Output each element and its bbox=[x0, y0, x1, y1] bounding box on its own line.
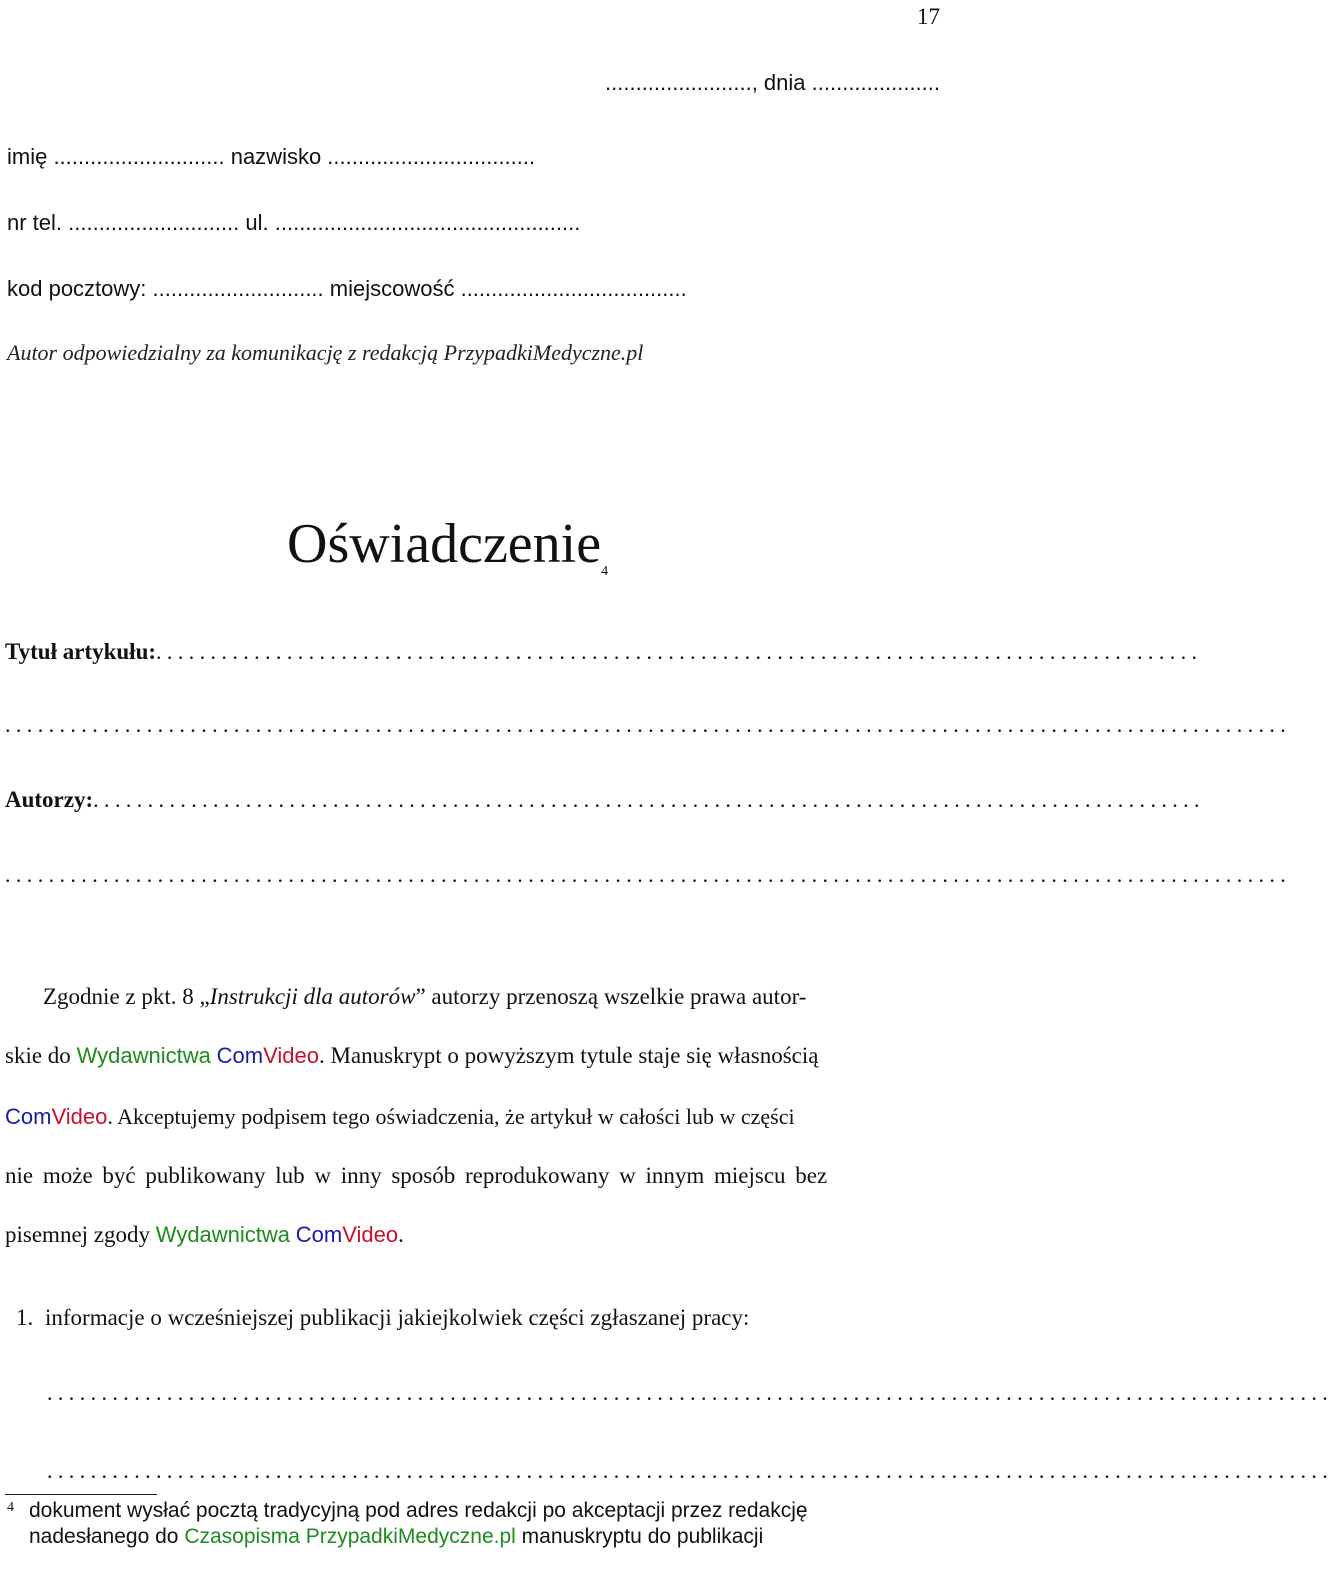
publisher-brand-2: ComVideo bbox=[295, 1222, 399, 1247]
footnote-mark: 4 bbox=[7, 1500, 14, 1515]
paragraph-line-1 bbox=[43, 984, 953, 1010]
footnote-line-2: nadesłanego do Czasopisma PrzypadkiMedyczne.pl manuskryptu do publikacji bbox=[29, 1525, 764, 1548]
paragraph-line-3: ComVideo. Akceptujemy podpisem tego oświadczenia, że artykuł w całości lub w części bbox=[5, 1104, 795, 1129]
document-title bbox=[287, 504, 608, 584]
paragraph-line-4: nie może być publikowany lub w inny sposób reprodukowany w innym miejscu bez bbox=[5, 1163, 828, 1188]
footnote bbox=[7, 1498, 952, 1550]
publisher-name: Wydawnictwa bbox=[76, 1043, 211, 1068]
footnote-separator bbox=[5, 1494, 157, 1495]
article-title-label: Tytuł artykułu: bbox=[5, 639, 157, 664]
list-item-dots-1: ...................................................................................................................... bbox=[47, 1380, 1333, 1405]
brand-comvideo: ComVideo bbox=[5, 1104, 108, 1129]
article-title-dots-line2: ...................................................................................................................... bbox=[5, 712, 1292, 737]
article-title-dots: ................................................................................................ bbox=[156, 639, 1203, 664]
title-footnote-mark: 4 bbox=[601, 564, 609, 579]
publisher-brand: ComVideo bbox=[216, 1043, 319, 1068]
document-title-text: Oświadczenie bbox=[287, 513, 602, 575]
name-surname-field: imię ............................ nazwisko .................................. bbox=[7, 144, 536, 169]
article-title-row bbox=[5, 639, 1203, 665]
paragraph-line-1-text: Zgodnie z pkt. 8 „Instrukcji dla autorów” autorzy przenoszą wszelkie prawa autor- bbox=[43, 984, 807, 1009]
page-number: 17 bbox=[917, 4, 940, 29]
authors-dots: ...................................................................................................... bbox=[93, 787, 1205, 812]
list-item-text: informacje o wcześniejszej publikacji jakiejkolwiek części zgłaszanej pracy: bbox=[45, 1305, 750, 1330]
date-line: ........................, dnia ..................... bbox=[605, 70, 940, 95]
authors-dots-line2: ...................................................................................................................... bbox=[5, 862, 1292, 887]
authors-label: Autorzy: bbox=[5, 787, 94, 812]
list-item-1 bbox=[16, 1305, 749, 1331]
postal-city-field: kod pocztowy: ............................ miejscowość ..................................... bbox=[7, 276, 687, 301]
instructions-title: Instrukcji dla autorów bbox=[209, 984, 416, 1009]
list-item-number: 1. bbox=[16, 1305, 34, 1330]
corresponding-author-note: Autor odpowiedzialny za komunikację z redakcją PrzypadkiMedyczne.pl bbox=[7, 340, 644, 365]
footnote-line-1: dokument wysłać pocztą tradycyjną pod adres redakcji po akceptacji przez redakcję bbox=[29, 1499, 808, 1522]
authors-row bbox=[5, 787, 1205, 813]
paragraph-line-2: skie do Wydawnictwa ComVideo. Manuskrypt o powyższym tytule staje się własnością bbox=[5, 1043, 819, 1068]
phone-street-field: nr tel. ............................ ul. .................................................. bbox=[7, 210, 581, 235]
publisher-name-2: Wydawnictwa bbox=[155, 1222, 291, 1247]
list-item-dots-2: ...................................................................................................................... bbox=[47, 1458, 1333, 1483]
journal-name: Czasopisma PrzypadkiMedyczne.pl bbox=[184, 1525, 516, 1548]
paragraph-line-5: pisemnej zgody Wydawnictwa ComVideo. bbox=[5, 1222, 404, 1247]
